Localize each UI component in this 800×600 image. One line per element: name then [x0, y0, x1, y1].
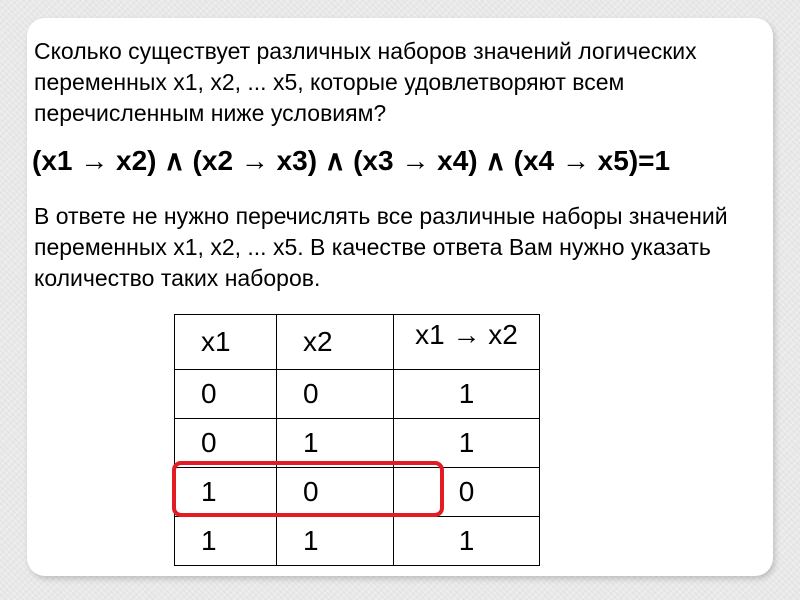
cell-result: 1: [394, 370, 540, 419]
cell-x1: 1: [175, 517, 277, 566]
table-row: [175, 419, 540, 468]
logic-formula: (x1 → x2) ∧ (x2 → x3) ∧ (x3 → x4) ∧ (x4 → x5)=1: [32, 145, 671, 176]
cell-x1: 1: [175, 468, 277, 517]
cell-result: 0: [394, 468, 540, 517]
cell-result: 1: [394, 517, 540, 566]
cell-x2: 1: [277, 517, 394, 566]
table-row-highlighted: [175, 468, 540, 517]
cell-x2: 0: [277, 370, 394, 419]
cell-x1: 0: [175, 419, 277, 468]
header-implication: x1 → x2: [394, 315, 540, 370]
cell-result: 1: [394, 419, 540, 468]
header-x2: x2: [277, 315, 394, 370]
truth-table: [174, 314, 540, 566]
answer-note: В ответе не нужно перечислять все различные наборы значений переменных x1, x2, ... x5. В качестве ответа Вам нужно указать количество таких наборов.: [34, 203, 728, 291]
table-row: [175, 517, 540, 566]
question-text: Сколько существует различных наборов значений логических переменных x1, x2, ... x5, которые удовлетворяют всем перечисленным ниже условиям?: [34, 38, 697, 126]
cell-x2: 1: [277, 419, 394, 468]
cell-x1: 0: [175, 370, 277, 419]
table-header-row: [175, 315, 540, 370]
cell-x2: 0: [277, 468, 394, 517]
table-row: [175, 370, 540, 419]
header-x1: x1: [175, 315, 277, 370]
